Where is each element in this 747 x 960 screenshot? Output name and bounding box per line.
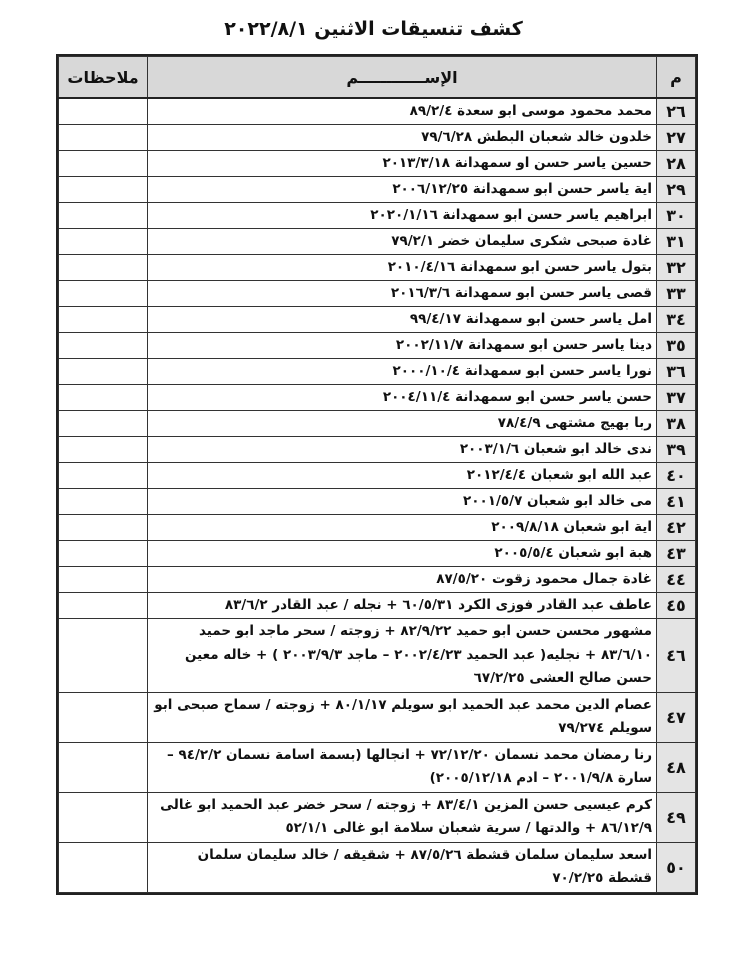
row-number-cell: ٤٢ (657, 515, 696, 541)
table-header-row (59, 57, 696, 99)
row-name-cell: ربا بهيج مشتهى ٧٨/٤/٩ (148, 411, 657, 437)
row-notes-cell (59, 177, 148, 203)
row-number-cell: ٤٥ (657, 593, 696, 619)
table-row (59, 541, 696, 567)
table-row (59, 792, 696, 842)
row-notes-cell (59, 229, 148, 255)
table-row (59, 692, 696, 742)
row-number-cell: ٣٢ (657, 255, 696, 281)
table-row (59, 515, 696, 541)
row-number-cell: ٤٦ (657, 619, 696, 693)
row-notes-cell (59, 842, 148, 892)
row-name-cell: حسين ياسر حسن او سمهدانة ٢٠١٣/٣/١٨ (148, 151, 657, 177)
row-notes-cell (59, 463, 148, 489)
row-notes-cell (59, 515, 148, 541)
row-notes-cell (59, 692, 148, 742)
row-name-cell: اسعد سليمان سلمان قشطة ٨٧/٥/٢٦ + شقيقه / خالد سليمان سلمان قشطة ٧٠/٢/٢٥ (148, 842, 657, 892)
row-notes-cell (59, 792, 148, 842)
table-row (59, 567, 696, 593)
table-row (59, 742, 696, 792)
row-number-cell: ٤١ (657, 489, 696, 515)
row-notes-cell (59, 333, 148, 359)
column-header-name: الإســــــــــــم (148, 57, 657, 99)
table-row (59, 98, 696, 125)
row-notes-cell (59, 203, 148, 229)
table-row (59, 333, 696, 359)
row-name-cell: خلدون خالد شعبان البطش ٧٩/٦/٢٨ (148, 125, 657, 151)
table-row (59, 385, 696, 411)
table-row (59, 255, 696, 281)
row-name-cell: اية ياسر حسن ابو سمهدانة ٢٠٠٦/١٢/٢٥ (148, 177, 657, 203)
row-name-cell: نورا ياسر حسن ابو سمهدانة ٢٠٠٠/١٠/٤ (148, 359, 657, 385)
row-name-cell: غادة صبحى شكرى سليمان خضر ٧٩/٢/١ (148, 229, 657, 255)
row-notes-cell (59, 359, 148, 385)
row-number-cell: ٣٣ (657, 281, 696, 307)
row-number-cell: ٣٦ (657, 359, 696, 385)
table-row (59, 151, 696, 177)
row-notes-cell (59, 437, 148, 463)
row-name-cell: عصام الدين محمد عبد الحميد ابو سويلم ٨٠/١/١٧ + زوجته / سماح صبحى ابو سويلم ٧٩/٢٧٤ (148, 692, 657, 742)
roster-table (58, 56, 696, 893)
row-number-cell: ٤٠ (657, 463, 696, 489)
row-notes-cell (59, 567, 148, 593)
row-number-cell: ٣٤ (657, 307, 696, 333)
row-notes-cell (59, 742, 148, 792)
row-name-cell: دينا ياسر حسن ابو سمهدانة ٢٠٠٢/١١/٧ (148, 333, 657, 359)
table-row (59, 619, 696, 693)
row-name-cell: عبد الله ابو شعبان ٢٠١٢/٤/٤ (148, 463, 657, 489)
row-number-cell: ٣٩ (657, 437, 696, 463)
row-name-cell: مى خالد ابو شعبان ٢٠٠١/٥/٧ (148, 489, 657, 515)
row-number-cell: ٥٠ (657, 842, 696, 892)
table-row (59, 842, 696, 892)
row-number-cell: ٣١ (657, 229, 696, 255)
roster-table-frame (56, 54, 698, 895)
row-number-cell: ٢٩ (657, 177, 696, 203)
row-name-cell: مشهور محسن حسن ابو حميد ٨٢/٩/٢٢ + زوجته / سحر ماجد ابو حميد ٨٣/٦/١٠ + نجليه( عبد الحميد ٢٠٠٢/٤/٢٣ – ماجد ٢٠٠٣/٩/٣ ) + خاله معين حسن صالح العشى ٦٧/٢/٢٥ (148, 619, 657, 693)
row-notes-cell (59, 411, 148, 437)
table-row (59, 203, 696, 229)
row-number-cell: ٣٠ (657, 203, 696, 229)
column-header-notes: ملاحظات (59, 57, 148, 99)
table-row (59, 463, 696, 489)
row-name-cell: هبة ابو شعبان ٢٠٠٥/٥/٤ (148, 541, 657, 567)
column-header-number: م (657, 57, 696, 99)
table-row (59, 281, 696, 307)
row-notes-cell (59, 385, 148, 411)
row-name-cell: حسن ياسر حسن ابو سمهدانة ٢٠٠٤/١١/٤ (148, 385, 657, 411)
row-number-cell: ٣٨ (657, 411, 696, 437)
row-name-cell: كرم عيسيى حسن المزين ٨٣/٤/١ + زوجته / سحر خضر عبد الحميد ابو غالى ٨٦/١٢/٩ + والدتها / سرية شعبان سلامة ابو غالى ٥٢/١/١ (148, 792, 657, 842)
table-row (59, 229, 696, 255)
row-number-cell: ٤٤ (657, 567, 696, 593)
row-name-cell: اية ابو شعبان ٢٠٠٩/٨/١٨ (148, 515, 657, 541)
row-number-cell: ٤٨ (657, 742, 696, 792)
row-number-cell: ٣٥ (657, 333, 696, 359)
row-notes-cell (59, 619, 148, 693)
row-number-cell: ٤٣ (657, 541, 696, 567)
row-number-cell: ٤٧ (657, 692, 696, 742)
row-notes-cell (59, 489, 148, 515)
row-name-cell: ابراهيم ياسر حسن ابو سمهدانة ٢٠٢٠/١/١٦ (148, 203, 657, 229)
row-notes-cell (59, 281, 148, 307)
table-body (59, 98, 696, 892)
row-notes-cell (59, 307, 148, 333)
table-row (59, 359, 696, 385)
table-row (59, 177, 696, 203)
page-title: كشف تنسيقات الاثنين ٢٠٢٢/٨/١ (224, 18, 523, 40)
table-row (59, 307, 696, 333)
row-name-cell: امل ياسر حسن ابو سمهدانة ٩٩/٤/١٧ (148, 307, 657, 333)
row-name-cell: قصى ياسر حسن ابو سمهدانة ٢٠١٦/٣/٦ (148, 281, 657, 307)
row-notes-cell (59, 593, 148, 619)
table-row (59, 125, 696, 151)
row-notes-cell (59, 255, 148, 281)
row-name-cell: بتول ياسر حسن ابو سمهدانة ٢٠١٠/٤/١٦ (148, 255, 657, 281)
row-notes-cell (59, 125, 148, 151)
row-name-cell: عاطف عبد القادر فوزى الكرد ٦٠/٥/٣١ + نجله / عبد القادر ٨٣/٦/٢ (148, 593, 657, 619)
row-number-cell: ٣٧ (657, 385, 696, 411)
row-name-cell: رنا رمضان محمد نسمان ٧٢/١٢/٢٠ + انجالها (بسمة اسامة نسمان ٩٤/٢/٢ – سارة ٢٠٠١/٩/٨ – ادم ٢٠٠٥/١٢/١٨) (148, 742, 657, 792)
table-row (59, 411, 696, 437)
row-notes-cell (59, 151, 148, 177)
row-number-cell: ٢٨ (657, 151, 696, 177)
row-name-cell: محمد محمود موسى ابو سعدة ٨٩/٢/٤ (148, 98, 657, 125)
table-row (59, 593, 696, 619)
table-row (59, 489, 696, 515)
row-number-cell: ٢٦ (657, 98, 696, 125)
row-number-cell: ٤٩ (657, 792, 696, 842)
row-notes-cell (59, 98, 148, 125)
row-number-cell: ٢٧ (657, 125, 696, 151)
row-name-cell: غادة جمال محمود زقوت ٨٧/٥/٢٠ (148, 567, 657, 593)
table-row (59, 437, 696, 463)
row-name-cell: ندى خالد ابو شعبان ٢٠٠٣/١/٦ (148, 437, 657, 463)
row-notes-cell (59, 541, 148, 567)
